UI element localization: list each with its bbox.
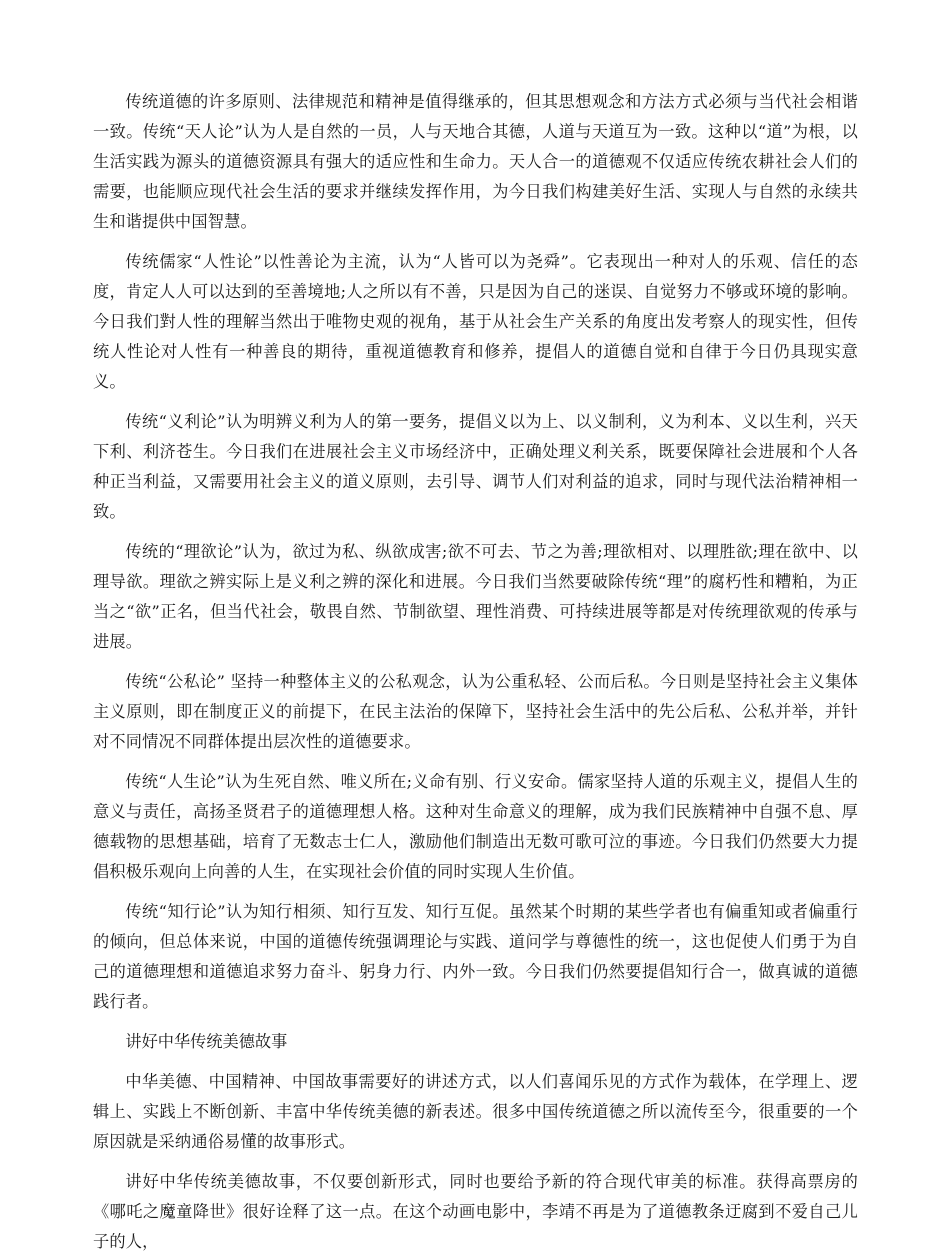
paragraph-gongsi: 传统“公私论” 坚持一种整体主义的公私观念，认为公重私轻、公而后私。今日则是坚持社会主义集体主义原则，即在制度正义的前提下，在民主法治的保障下，坚持社会生活中的先公后私、公私并举，并针对不同情况不同群体提出层次性的道德要求。 <box>93 672 858 751</box>
paragraph-zhixing: 传统“知行论”认为知行相须、知行互发、知行互促。虽然某个时期的某些学者也有偏重知或者偏重行的倾向，但总体来说，中国的道德传统强调理论与实践、道问学与尊德性的统一，这也促使人们勇于为自己的道德理想和道德追求努力奋斗、躬身力行、内外一致。今日我们仍然要提倡知行合一，做真诚的道德践行者。 <box>93 902 858 1011</box>
paragraph-liyu: 传统的“理欲论”认为，欲过为私、纵欲成害;欲不可去、节之为善;理欲相对、以理胜欲;理在欲中、以理导欲。理欲之辨实际上是义利之辨的深化和进展。今日我们当然要破除传统“理”的腐朽性和糟粕，为正当之“欲”正名，但当代社会，敬畏自然、节制欲望、理性消费、可持续进展等都是对传统理欲观的传承与进展。 <box>93 542 858 651</box>
paragraph-yili: 传统“义利论”认为明辨义利为人的第一要务，提倡义以为上、以义制利，义为利本、义以生利，兴天下利、利济苍生。今日我们在进展社会主义市场经济中，正确处理义利关系，既要保障社会进展和个人各种正当利益，又需要用社会主义的道义原则，去引导、调节人们对利益的追求，同时与现代法治精神相一致。 <box>93 412 858 521</box>
paragraph-nezha: 讲好中华传统美德故事，不仅要创新形式，同时也要给予新的符合现代审美的标准。获得高票房的《哪吒之魔童降世》很好诠释了这一点。在这个动画电影中，李靖不再是为了道德教条迂腐到不爱自己儿子的人， <box>93 1172 858 1251</box>
paragraph-storytelling: 中华美德、中国精神、中国故事需要好的讲述方式，以人们喜闻乐见的方式作为载体，在学理上、逻辑上、实践上不断创新、丰富中华传统美德的新表述。很多中国传统道德之所以流传至今，很重要的一个原因就是采纳通俗易懂的故事形式。 <box>93 1072 858 1151</box>
paragraph-tianren: 传统道德的许多原则、法律规范和精神是值得继承的，但其思想观念和方法方式必须与当代社会相谐一致。传统“天人论”认为人是自然的一员，人与天地合其德，人道与天道互为一致。这种以“道”为根，以生活实践为源头的道德资源具有强大的适应性和生命力。天人合一的道德观不仅适应传统农耕社会人们的需要，也能顺应现代社会生活的要求并继续发挥作用，为今日我们构建美好生活、实现人与自然的永续共生和谐提供中国智慧。 <box>93 92 858 231</box>
paragraph-rensheng: 传统“人生论”认为生死自然、唯义所在;义命有别、行义安命。儒家坚持人道的乐观主义，提倡人生的意义与责任，高扬圣贤君子的道德理想人格。这种对生命意义的理解，成为我们民族精神中自强不息、厚德载物的思想基础，培育了无数志士仁人，激励他们制造出无数可歌可泣的事迹。今日我们仍然要大力提倡积极乐观向上向善的人生，在实现社会价值的同时实现人生价值。 <box>93 772 858 881</box>
section-heading: 讲好中华传统美德故事 <box>125 1032 288 1051</box>
paragraph-renxing: 传统儒家“人性论”以性善论为主流，认为“人皆可以为尧舜”。它表现出一种对人的乐观、信任的态度，肯定人人可以达到的至善境地;人之所以有不善，只是因为自己的迷误、自觉努力不够或环境的影响。今日我们對人性的理解当然出于唯物史观的视角，基于从社会生产关系的角度出发考察人的现实性，但传统人性论对人性有一种善良的期待，重视道德教育和修养，提倡人的道德自觉和自律于今日仍具现实意义。 <box>93 252 858 391</box>
